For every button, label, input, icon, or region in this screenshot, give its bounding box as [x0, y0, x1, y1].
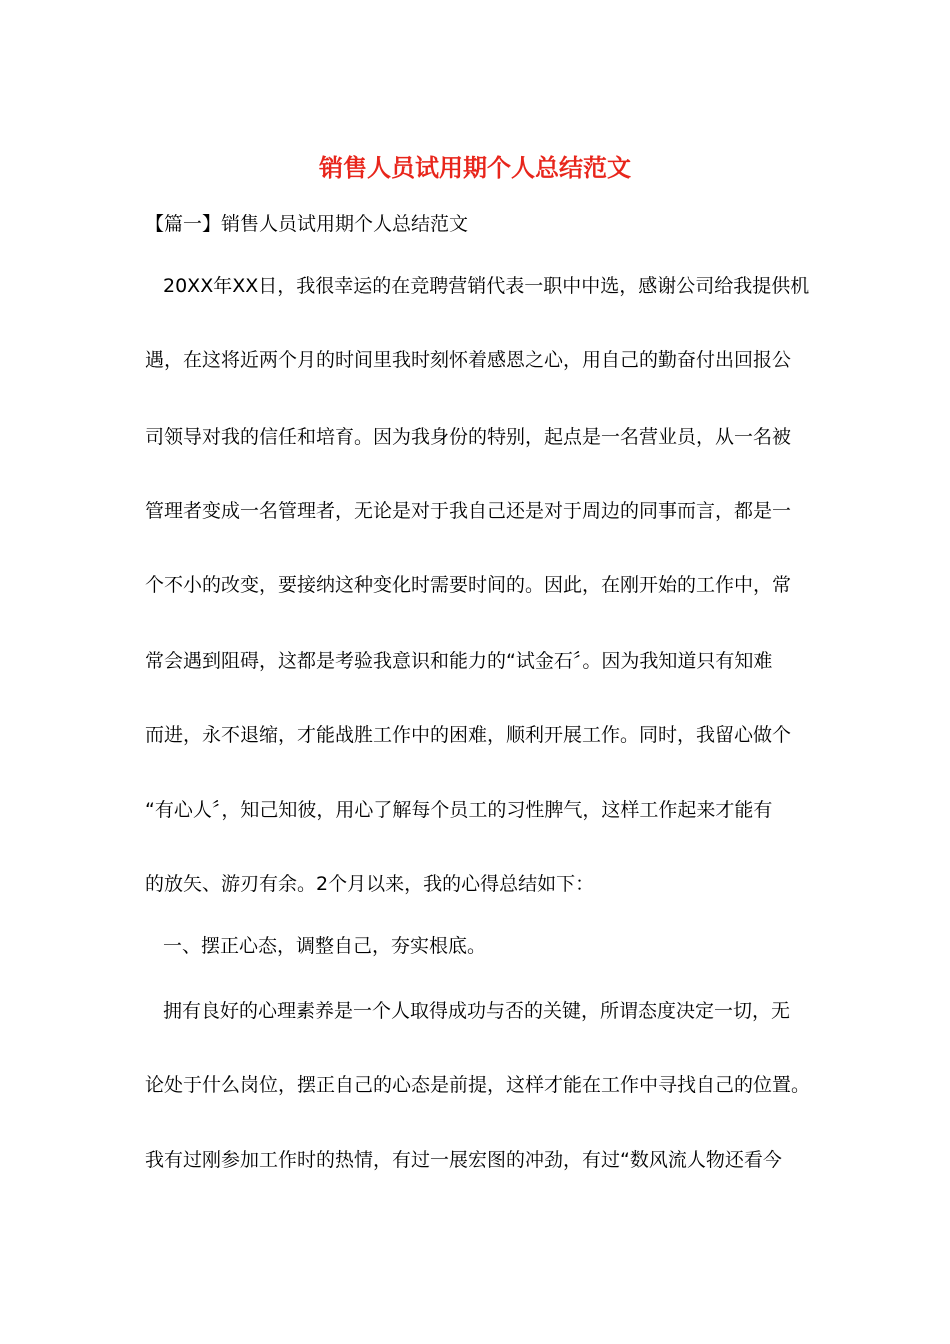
section-heading: 【篇一】销售人员试用期个人总结范文 — [145, 213, 469, 235]
paragraph-line: “有心人〞，知己知彼，用心了解每个员工的习性脾气，这样工作起来才能有 — [145, 799, 773, 821]
paragraph-line: 论处于什么岗位，摆正自己的心态是前提，这样才能在工作中寻找自己的位置。 — [145, 1074, 811, 1096]
paragraph-line: 拥有良好的心理素养是一个人取得成功与否的关键，所谓态度决定一切，无 — [163, 1000, 791, 1022]
paragraph-line: 常会遇到阻碍，这都是考验我意识和能力的“试金石〞。因为我知道只有知难 — [145, 650, 773, 672]
paragraph-line: 个不小的改变，要接纳这种变化时需要时间的。因此，在刚开始的工作中，常 — [145, 574, 792, 596]
paragraph-line: 20XX年XX日，我很幸运的在竞聘营销代表一职中中选，感谢公司给我提供机 — [163, 275, 810, 297]
document-title: 销售人员试用期个人总结范文 — [319, 153, 631, 182]
paragraph-line: 的放矢、游刃有余。2个月以来，我的心得总结如下： — [145, 873, 595, 895]
paragraph-line: 而进，永不退缩，才能战胜工作中的困难，顺利开展工作。同时，我留心做个 — [145, 724, 792, 746]
numbered-heading: 一、摆正心态，调整自己，夯实根底。 — [163, 935, 487, 957]
paragraph-line: 管理者变成一名管理者，无论是对于我自己还是对于周边的同事而言，都是一 — [145, 500, 792, 522]
paragraph-line: 我有过刚参加工作时的热情，有过一展宏图的冲劲，有过“数风流人物还看今 — [145, 1149, 782, 1171]
paragraph-line: 遇，在这将近两个月的时间里我时刻怀着感恩之心，用自己的勤奋付出回报公 — [145, 349, 792, 371]
paragraph-line: 司领导对我的信任和培育。因为我身份的特别，起点是一名营业员，从一名被 — [145, 426, 792, 448]
